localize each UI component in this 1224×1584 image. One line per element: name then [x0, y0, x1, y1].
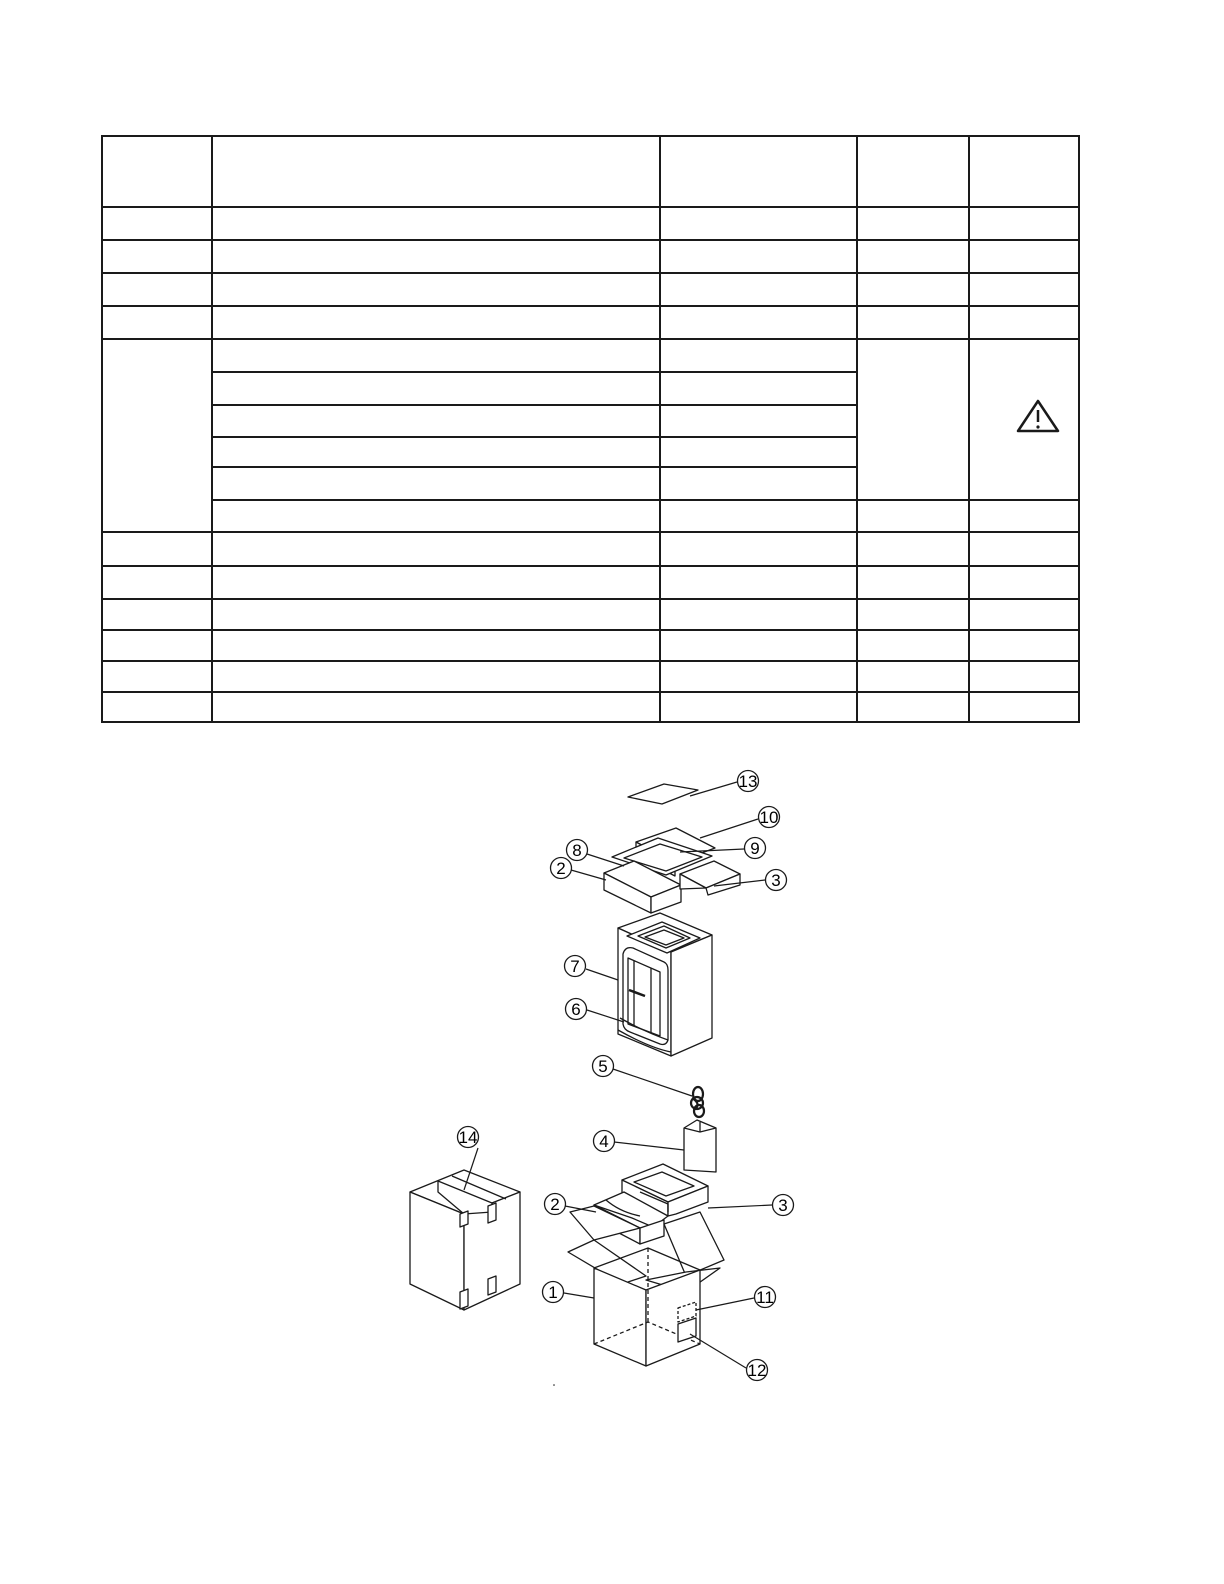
callout-2-bottom	[545, 1194, 566, 1215]
callout-6	[566, 999, 587, 1020]
callout-3-bottom	[773, 1195, 794, 1216]
callout-11	[755, 1287, 776, 1308]
part-carton-closed	[410, 1170, 520, 1310]
svg-text:4: 4	[599, 1132, 609, 1151]
callout-10	[759, 807, 780, 828]
svg-text:11: 11	[756, 1288, 774, 1307]
part-manual-bag	[684, 1120, 716, 1172]
svg-text:9: 9	[750, 839, 760, 858]
callout-4	[594, 1131, 615, 1152]
svg-text:3: 3	[778, 1196, 788, 1215]
svg-text:8: 8	[572, 841, 582, 860]
callout-7	[565, 956, 586, 977]
svg-text:10: 10	[759, 808, 779, 827]
callout-1	[543, 1282, 564, 1303]
part-top-cushions	[604, 828, 740, 913]
svg-text:14: 14	[458, 1128, 478, 1147]
part-instruction-sheet	[628, 784, 698, 804]
callout-9	[745, 838, 766, 859]
svg-text:7: 7	[570, 957, 580, 976]
svg-text:12: 12	[747, 1361, 767, 1380]
table-border	[102, 136, 1079, 722]
warning-triangle-icon	[1018, 401, 1058, 431]
svg-text:2: 2	[550, 1195, 560, 1214]
callout-5	[593, 1056, 614, 1077]
svg-text:3: 3	[771, 871, 781, 890]
parts-list-table	[0, 0, 1224, 740]
parts-table-grid	[0, 0, 1224, 740]
packing-diagram-svg	[0, 740, 1224, 1440]
svg-text:5: 5	[598, 1057, 608, 1076]
callout-12	[747, 1360, 768, 1381]
callout-13	[738, 771, 759, 792]
svg-text:6: 6	[571, 1000, 581, 1019]
svg-text:2: 2	[556, 859, 566, 878]
part-hose	[691, 1087, 704, 1117]
svg-text:13: 13	[738, 772, 758, 791]
stray-dot	[553, 1384, 555, 1386]
callout-3-top	[766, 870, 787, 891]
part-appliance-in-bag	[618, 913, 712, 1056]
callout-14	[458, 1127, 479, 1148]
packing-exploded-diagram	[0, 740, 1224, 1440]
callout-8	[567, 840, 588, 861]
callout-2-top	[551, 858, 572, 879]
svg-text:1: 1	[548, 1283, 558, 1302]
